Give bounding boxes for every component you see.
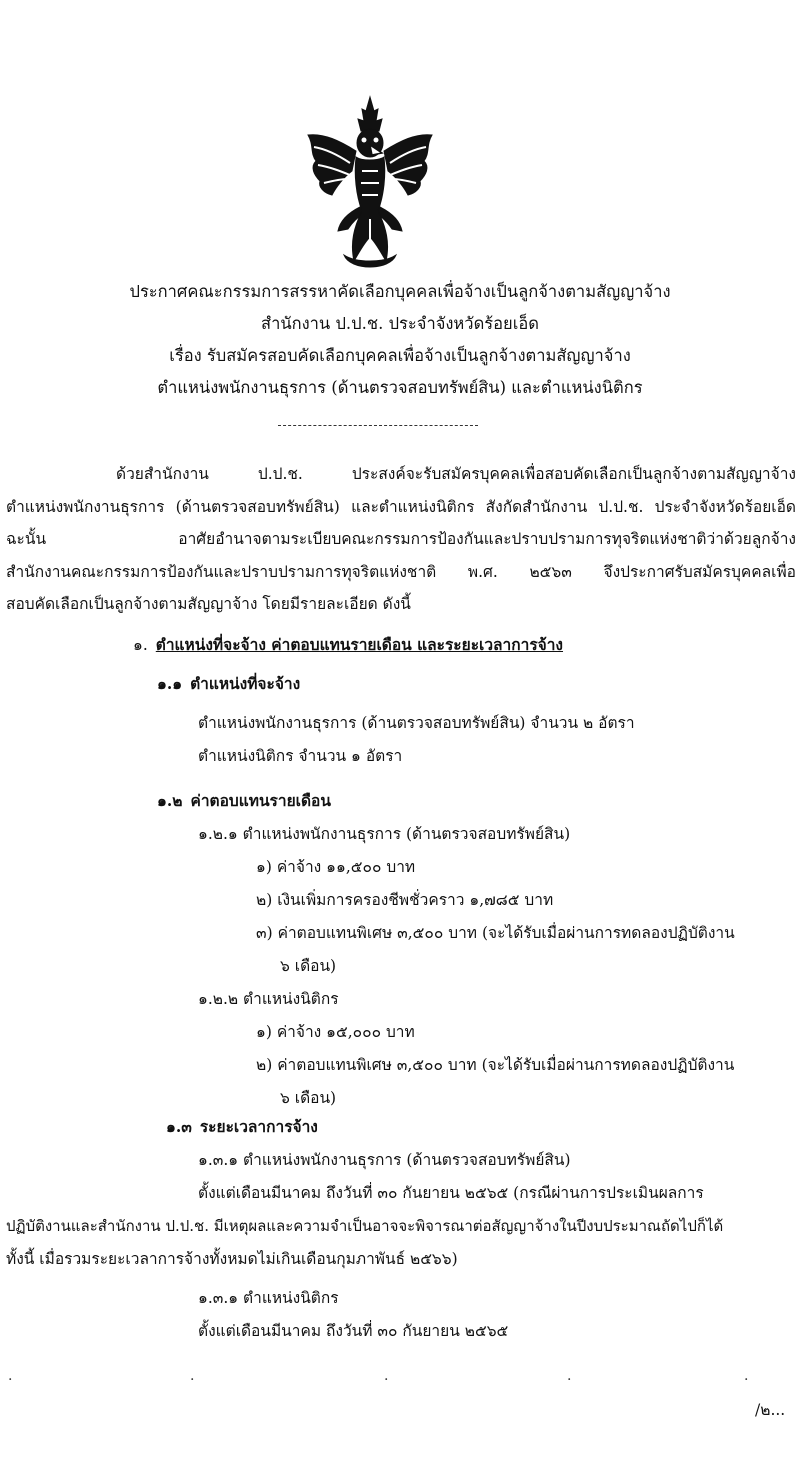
subsection-title: ตำแหน่งที่จะจ้าง (190, 674, 301, 693)
intro-paragraph (6, 458, 796, 621)
compensation-item: ๒) เงินเพิ่มการครองชีพชั่วคราว ๑,๗๘๕ บาท (256, 891, 554, 909)
employment-period-text: ปฏิบัติงานและสำนักงาน ป.ป.ช. มีเหตุผลและความจำเป็นอาจจะพิจารณาต่อสัญญาจ้างในปีงบประมาณถัดไปก็ได้ (6, 1217, 724, 1235)
subsection-number: ๑.๑ (157, 674, 183, 693)
compensation-item-continuation: ๖ เดือน) (280, 1089, 337, 1107)
compensation-item: ๒) ค่าตอบแทนพิเศษ ๓,๕๐๐ บาท (จะได้รับเมื่อผ่านการทดลองปฏิบัติงาน (256, 1056, 735, 1074)
section-title: ตำแหน่งที่จะจ้าง ค่าตอบแทนรายเดือน และระยะเวลาการจ้าง (155, 635, 564, 654)
position-item: ตำแหน่งพนักงานธุรการ (ด้านตรวจสอบทรัพย์สิน) จำนวน ๒ อัตรา (198, 714, 635, 732)
subsection-number: ๑.๓ (166, 1117, 192, 1136)
employment-period-text: ตั้งแต่เดือนมีนาคม ถึงวันที่ ๓๐ กันยายน ๒๕๖๕ (กรณีผ่านการประเมินผลการ (198, 1184, 704, 1202)
compensation-item: ๑) ค่าจ้าง ๑๕,๐๐๐ บาท (256, 1023, 415, 1041)
scan-dot: . (567, 1368, 572, 1384)
scan-dot: . (744, 1368, 749, 1384)
section-number: ๑. (133, 636, 148, 654)
announcement-position-line: ตำแหน่งพนักงานธุรการ (ด้านตรวจสอบทรัพย์สิน) และตำแหน่งนิติกร (157, 378, 643, 397)
garuda-emblem-icon (300, 95, 440, 275)
next-page-indicator: /๒... (755, 1401, 786, 1419)
intro-line: สอบคัดเลือกเป็นลูกจ้างตามสัญญาจ้าง โดยมีรายละเอียด ดังนี้ (6, 595, 411, 613)
compensation-item-continuation: ๖ เดือน) (280, 957, 337, 975)
employment-period-text: ตั้งแต่เดือนมีนาคม ถึงวันที่ ๓๐ กันยายน ๒๕๖๕ (198, 1322, 509, 1340)
intro-line: ฉะนั้น อาศัยอำนาจตามระเบียบคณะกรรมการป้องกันและปราบปรามการทุจริตแห่งชาติว่าด้วยลูกจ้าง (6, 530, 796, 548)
announcement-title-line-2: สำนักงาน ป.ป.ช. ประจำจังหวัดร้อยเอ็ด (261, 314, 539, 333)
scan-dot: . (384, 1368, 389, 1384)
header-separator (278, 425, 478, 426)
subsection-1-3-2: ๑.๓.๑ ตำแหน่งนิติกร (198, 1289, 339, 1307)
subsection-1-1-heading (157, 672, 300, 696)
scan-dot: . (8, 1368, 13, 1384)
intro-line: ตำแหน่งพนักงานธุรการ (ด้านตรวจสอบทรัพย์สิน) และตำแหน่งนิติกร สังกัดสำนักงาน ป.ป.ช. ประจำจังหวัดร้อยเอ็ด (6, 497, 796, 516)
intro-line: สำนักงานคณะกรรมการป้องกันและปราบปรามการทุจริตแห่งชาติ พ.ศ. ๒๕๖๓ จึงประกาศรับสมัครบุคคลเพื่อ (6, 562, 796, 581)
subsection-1-2-2: ๑.๒.๒ ตำแหน่งนิติกร (198, 990, 339, 1008)
compensation-item: ๓) ค่าตอบแทนพิเศษ ๓,๕๐๐ บาท (จะได้รับเมื่อผ่านการทดลองปฏิบัติงาน (256, 924, 735, 942)
subsection-title: ค่าตอบแทนรายเดือน (190, 791, 331, 810)
subsection-number: ๑.๒ (157, 791, 183, 810)
subsection-1-3-1: ๑.๓.๑ ตำแหน่งพนักงานธุรการ (ด้านตรวจสอบทรัพย์สิน) (198, 1151, 571, 1169)
subsection-title: ระยะเวลาการจ้าง (199, 1117, 318, 1136)
intro-line: ด้วยสำนักงาน ป.ป.ช. ประสงค์จะรับสมัครบุคคลเพื่อสอบคัดเลือกเป็นลูกจ้างตามสัญญาจ้าง (116, 465, 796, 483)
scan-dot: . (190, 1368, 195, 1384)
section-1-heading (133, 633, 563, 657)
employment-period-text: ทั้งนี้ เมื่อรวมระยะเวลาการจ้างทั้งหมดไม่เกินเดือนกุมภาพันธ์ ๒๕๖๖) (6, 1250, 458, 1268)
subsection-1-2-1: ๑.๒.๑ ตำแหน่งพนักงานธุรการ (ด้านตรวจสอบทรัพย์สิน) (198, 825, 571, 843)
compensation-item: ๑) ค่าจ้าง ๑๑,๕๐๐ บาท (256, 858, 416, 876)
announcement-title-line-1: ประกาศคณะกรรมการสรรหาคัดเลือกบุคคลเพื่อจ้างเป็นลูกจ้างตามสัญญาจ้าง (129, 282, 671, 301)
announcement-subject-line: เรื่อง รับสมัครสอบคัดเลือกบุคคลเพื่อจ้างเป็นลูกจ้างตามสัญญาจ้าง (169, 346, 631, 365)
subsection-1-2-heading (157, 789, 331, 813)
position-item: ตำแหน่งนิติกร จำนวน ๑ อัตรา (198, 747, 403, 765)
subsection-1-3-heading (166, 1115, 318, 1139)
